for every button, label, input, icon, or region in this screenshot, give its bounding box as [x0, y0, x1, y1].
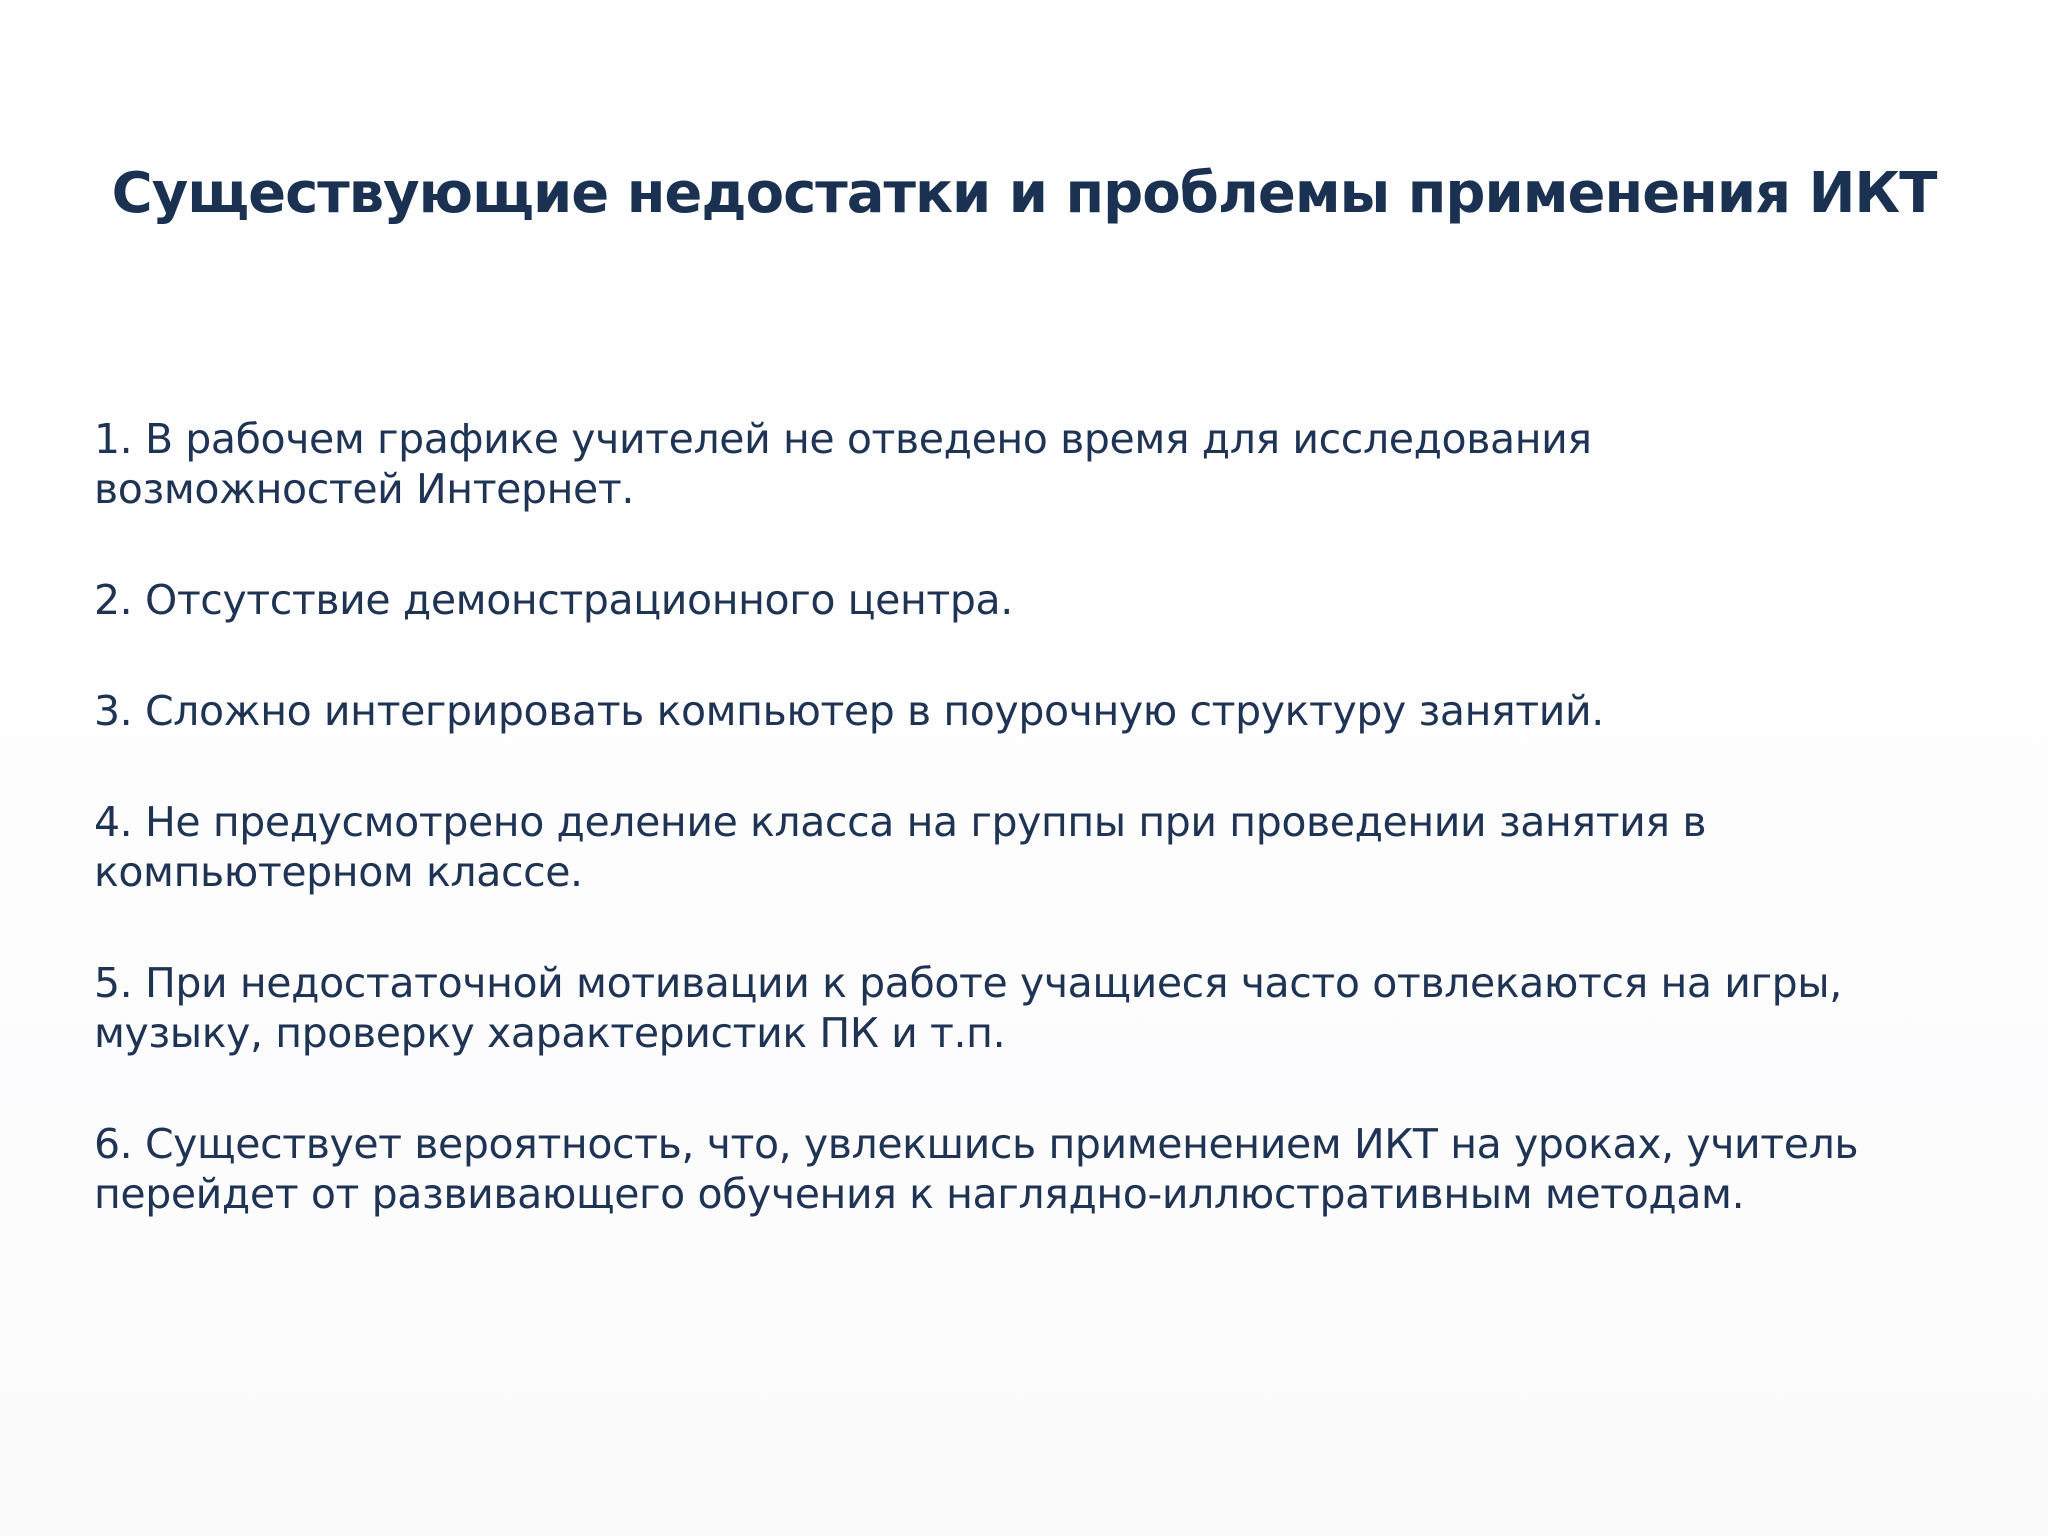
problem-list	[94, 414, 1994, 1219]
list-item-3	[94, 686, 1994, 736]
list-item-5	[94, 958, 1994, 1058]
list-item-2	[94, 575, 1994, 625]
list-item-6-line-1: 6. Существует вероятность, что, увлекшись применением ИКТ на уроках, учитель	[94, 1120, 1859, 1168]
list-item-1-line-2: возможностей Интернет.	[94, 465, 634, 513]
slide-title: Существующие недостатки и проблемы применения ИКТ	[111, 161, 1937, 226]
list-item-1	[94, 414, 1994, 514]
list-item-2-line-1: 2. Отсутствие демонстрационного центра.	[94, 576, 1013, 624]
list-item-4-line-1: 4. Не предусмотрено деление класса на группы при проведении занятия в	[94, 798, 1707, 846]
list-item-1-line-1: 1. В рабочем графике учителей не отведено время для исследования	[94, 415, 1592, 463]
list-item-5-line-2: музыку, проверку характеристик ПК и т.п.	[94, 1009, 1006, 1057]
list-item-4-line-2: компьютерном классе.	[94, 848, 583, 896]
list-item-6-line-2: перейдет от развивающего обучения к наглядно-иллюстративным методам.	[94, 1170, 1745, 1218]
list-item-5-line-1: 5. При недостаточной мотивации к работе учащиеся часто отвлекаются на игры,	[94, 959, 1842, 1007]
list-item-3-line-1: 3. Сложно интегрировать компьютер в поурочную структуру занятий.	[94, 687, 1604, 735]
list-item-6	[94, 1119, 1994, 1219]
list-item-4	[94, 797, 1994, 897]
